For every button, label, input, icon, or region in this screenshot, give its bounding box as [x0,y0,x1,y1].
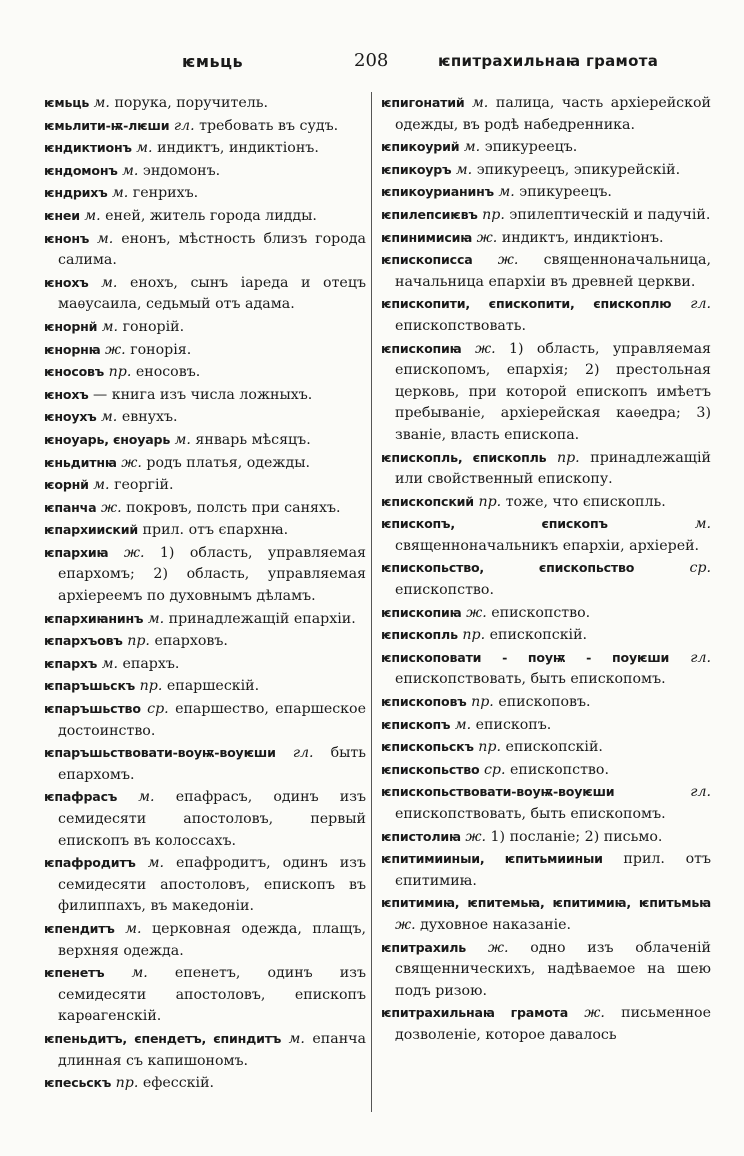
entry-headword: ѥпитимииныи, ѥпитьмииныи [381,851,603,867]
entry-definition: принадлежащій епархіи. [168,610,356,627]
entry-headword: ѥмьлити-ѭ-лѥши [44,117,170,133]
entry-headword: ѥпаръшьство [44,701,141,717]
entry-headword: ѥпископьскъ [381,739,474,755]
entry-headword: ѥпенетъ [44,965,105,981]
dictionary-entry [381,513,711,557]
entry-grammar: м. [498,184,515,201]
entry-headword: ѥорнй [44,477,89,493]
dictionary-entry [381,759,711,782]
entry-grammar: ср. [147,701,169,718]
entry-grammar: м. [463,139,481,156]
entry-definition: священноначальникъ епархіи, архіерей. [395,537,700,554]
entry-grammar: пр. [478,739,501,756]
entry-grammar: гл. [690,649,711,666]
dictionary-entry [381,691,711,714]
entry-headword: ѥпитимиꙗ, ѥпитемьꙗ, ѥпитимиꙗ, ѥпитьмьꙗ [381,895,711,911]
entry-grammar: пр. [462,627,486,644]
entry-definition: епископство. [491,604,591,621]
entry-headword: ѥпафрасъ [44,789,118,805]
entry-grammar: гл. [690,784,711,801]
dictionary-entry [44,228,366,272]
dictionary-entry [44,852,366,918]
entry-grammar: пр. [471,694,494,711]
entry-definition: генрихъ. [132,185,199,202]
entry-definition: епанча длинная съ капишономъ. [58,1030,367,1069]
entry-headword: ѥндомонъ [44,162,118,178]
entry-grammar: ж. [487,939,509,956]
entry-definition: гонорія. [130,341,192,358]
entry-definition: духовное наказаніе. [420,916,572,933]
entry-headword: ѥпинимисиꙗ [381,229,473,245]
entry-definition: палица, часть архіерейской одежды, въ родѣ набедренника. [395,95,711,133]
dictionary-entry [44,429,366,452]
dictionary-entry [44,1072,366,1095]
entry-headword: ѥпископский [381,493,474,509]
entry-headword: ѥпесьскъ [44,1075,112,1091]
entry-definition: письменное дозволеніе, которое давалось [395,1005,711,1043]
entry-definition: епаршескій. [166,678,260,695]
dictionary-entry [44,630,366,653]
entry-definition: епафрасъ, одинъ изъ семидесяти апостоловъ, первый епископъ въ колоссахъ. [58,789,366,849]
dictionary-entry [44,339,366,362]
entry-headword: ѥпитрахильнаꙗ грамота [381,1005,569,1021]
entry-definition: епископство. [510,761,609,778]
entry-grammar: м. [147,610,165,627]
entry-headword: ѥнонъ [44,230,90,246]
entry-definition: еней, житель города лидды. [105,207,317,224]
entry-headword: ѥнорнй [44,318,98,334]
entry-definition: эпилептическій и падучій. [509,206,711,223]
entry-headword: ѥпископиꙗ [381,340,462,356]
entry-grammar: м. [101,655,118,672]
entry-definition: георгій. [114,477,174,494]
entry-grammar: м. [101,409,118,426]
entry-definition: эпикуреецъ. [484,139,578,156]
entry-grammar: ж. [105,341,126,358]
entry-definition: прил. отъ єпархнꙗ. [142,522,289,539]
entry-headword: ѥпископовъ [381,694,467,710]
entry-definition: епаршество, епаршеское достоинство. [58,701,366,739]
dictionary-entry [44,406,366,429]
dictionary-entry [44,675,366,698]
dictionary-entry [44,918,366,962]
entry-grammar: м. [125,920,142,937]
entry-headword: ѥпископль [381,627,458,643]
entry-grammar: пр. [108,364,132,381]
dictionary-entry [44,497,366,520]
dictionary-entry [44,137,366,160]
right-column [381,92,711,1047]
dictionary-entry [381,647,711,691]
entry-grammar: м. [147,855,164,872]
entry-headword: ѥпеньдитъ, єпендетъ, єпиндитъ [44,1030,282,1046]
dictionary-entry [44,1028,366,1072]
dictionary-entry [381,937,711,1003]
entry-definition: тоже, что єпископль. [505,493,666,510]
entry-grammar: м. [174,431,191,448]
entry-grammar: гл. [173,117,195,134]
entry-headword: ѥпископити, єпископити, єпископлю [381,296,672,312]
entry-grammar: ж. [100,499,122,516]
dictionary-entry [44,653,366,676]
dictionary-entry [381,338,711,447]
entry-headword: ѥндрихъ [44,185,108,201]
entry-definition: принадлежащій или свойственный епископу. [395,449,711,488]
entry-definition: еносовъ. [135,364,201,381]
dictionary-entry [381,602,711,625]
entry-headword: ѥпистолиꙗ [381,828,461,844]
entry-definition: епископскій. [505,739,603,756]
entry-grammar: м. [122,162,139,179]
entry-grammar: пр. [139,678,163,695]
entry-headword: ѥнеи [44,207,80,223]
entry-headword: ѥнохъ [44,274,89,290]
entry-headword: ѥноуарь, єноуарь [44,431,171,447]
entry-grammar: пр. [478,493,502,510]
entry-headword: ѥпаръшьскъ [44,678,136,694]
dictionary-entry [381,736,711,759]
entry-definition: покровъ, полсть при саняхъ. [126,499,341,516]
dictionary-entry [381,159,711,182]
entry-definition: епископскій. [489,627,588,644]
entry-headword: ѥпархиꙗ [44,544,109,560]
entry-headword: ѥндиктионъ [44,140,132,156]
left-column [44,92,366,1095]
entry-headword: ѥпафродитъ [44,855,136,871]
entry-headword: ѥнорнꙗ [44,341,101,357]
entry-grammar: м. [112,185,129,202]
entry-grammar: м. [454,716,472,733]
entry-grammar: гл. [690,296,711,313]
entry-definition: енохъ, сынъ іареда и отецъ маѳусаила, седьмый отъ адама. [58,274,366,313]
entry-headword: ѥпископъ, єпископъ [381,516,608,532]
dictionary-entry [381,826,711,849]
entry-definition: требовать въ судъ. [199,117,339,134]
entry-definition: епафродитъ, одинъ изъ семидесяти апостоловъ, епископъ въ филиппахъ, въ македоніи. [58,855,367,915]
dictionary-entry [381,447,711,491]
entry-grammar: пр. [127,633,150,650]
dictionary-entry [44,452,366,475]
dictionary-entry [381,624,711,647]
entry-headword: ѥпархииский [44,522,139,538]
dictionary-entry [44,786,366,852]
dictionary-entry [381,781,711,825]
entry-definition: порука, поручитель. [114,95,268,111]
entry-headword: ѥпилепсиѥвъ [381,206,478,222]
entry-headword: ѥносовъ [44,364,105,380]
dictionary-entry [381,848,711,892]
entry-grammar: м. [101,274,118,291]
entry-definition: эпикуреецъ. [519,184,612,201]
entry-definition: священноначальница, начальница епархіи въ древней церкви. [395,252,712,290]
entry-grammar: м. [288,1030,305,1047]
dictionary-entry [44,361,366,384]
entry-definition: родъ платья, одежды. [146,454,311,471]
entry-grammar: м. [694,516,711,533]
entry-definition: епископствовать, быть епископомъ. [395,806,666,822]
running-head-left: ѥмьць [182,52,244,71]
entry-headword: ѥнохъ [44,386,89,402]
entry-grammar: ж. [395,916,416,933]
entry-headword: ѥпископиꙗ [381,604,462,620]
entry-headword: ѥпискописса [381,252,473,268]
entry-headword: ѥноухъ [44,409,97,425]
entry-definition: 1) область, управляемая епископомъ, епархія; 2) престольная церковь, при которой епископъ имѣетъ пребываніе, архіерейская каѳедра; 3) званіе, власть епископа. [395,340,711,443]
entry-grammar: м. [472,95,489,111]
entry-headword: ѥпископьство, єпископьство [381,560,635,576]
dictionary-entry [44,205,366,228]
entry-grammar: ср. [483,761,506,778]
dictionary-entry [381,227,711,250]
entry-grammar: м. [101,318,119,335]
entry-definition: епарховъ. [154,633,228,650]
dictionary-entry [381,92,711,136]
entry-grammar: м. [97,230,114,247]
entry-grammar: м. [93,477,110,494]
dictionary-entry [381,557,711,601]
dictionary-entry [44,92,366,115]
entry-headword: ѥмьць [44,95,90,110]
entry-headword: ѥпископьствовати-воуѭ-воуѥши [381,784,615,800]
entry-definition: евнухъ. [121,409,178,426]
dictionary-entry [381,136,711,159]
entry-headword: ѥпаръшьствовати-воуѭ-воуѥши [44,745,276,761]
entry-headword: ѥньдитнꙗ [44,454,117,470]
entry-definition: енонъ, мѣстность близъ города салима. [58,230,366,269]
dictionary-entry [381,892,711,936]
entry-definition: индиктъ, индиктіонъ. [501,229,664,246]
dictionary-entry [381,293,711,337]
column-divider [371,92,372,1112]
entry-definition: епископовъ. [498,694,591,711]
entry-definition: гонорій. [122,318,185,335]
dictionary-entry [381,491,711,514]
entry-headword: ѥпикоурий [381,139,460,155]
entry-grammar: м. [136,140,153,157]
entry-definition: индиктъ, индиктіонъ. [157,140,319,157]
entry-headword: ѥпендитъ [44,920,115,936]
entry-grammar: ж. [123,544,145,561]
entry-grammar: м. [455,161,473,178]
entry-definition: быть епархомъ. [58,745,367,783]
entry-definition: — книга изъ числа ложныхъ. [93,386,313,403]
entry-definition: эндомонъ. [142,162,221,179]
entry-headword: ѥпитрахиль [381,939,467,955]
entry-definition: епенетъ, одинъ изъ семидесяти апостоловъ, епископъ карѳагенскій. [58,965,366,1025]
entry-headword: ѥпархъовъ [44,633,123,649]
entry-headword: ѥпанча [44,499,97,515]
entry-headword: ѥпикоуръ [381,161,452,177]
entry-definition: эпикуреецъ, эпикурейскій. [476,161,681,178]
entry-grammar: ж. [465,828,486,845]
entry-definition: 1) область, управляемая епархомъ; 2) область, управляемая архіереемъ по духовнымъ дѣламъ. [58,544,366,605]
entry-headword: ѥпископьство [381,761,480,777]
entry-grammar: ср. [689,560,711,577]
dictionary-entry [44,742,366,786]
dictionary-entry [44,474,366,497]
entry-headword: ѥпископъ [381,716,451,732]
entry-grammar: ж. [466,604,487,621]
dictionary-entry [44,962,366,1028]
dictionary-entry [381,1002,711,1046]
dictionary-entry [44,384,366,407]
entry-grammar: пр. [556,449,580,466]
entry-headword: ѥпархиꙗнинъ [44,610,144,626]
entry-grammar: ж. [474,340,496,357]
entry-definition: ефесскій. [142,1075,215,1092]
entry-headword: ѥпархъ [44,655,98,671]
dictionary-entry [44,698,366,742]
dictionary-entry [44,519,366,542]
dictionary-entry [44,542,366,608]
entry-grammar: ж. [476,229,498,246]
dictionary-entry [44,608,366,631]
entry-definition: 1) посланіе; 2) письмо. [490,828,663,845]
dictionary-entry [381,181,711,204]
entry-grammar: м. [84,207,101,224]
page-header [0,52,744,80]
entry-definition: епархъ. [122,655,180,672]
entry-headword: ѥпигонатий [381,95,465,110]
entry-grammar: ж. [497,252,519,269]
dictionary-entry [44,115,366,138]
entry-grammar: пр. [482,206,505,223]
entry-definition: епископствовать, быть епископомъ. [395,671,666,688]
dictionary-entry [381,204,711,227]
running-head-right: ѥпитрахильнаꙗ грамота [438,52,659,70]
entry-grammar: м. [138,789,155,806]
entry-definition: церковная одежда, плащъ, верхняя одежда. [58,920,367,959]
entry-definition: январь мѣсяцъ. [195,431,311,448]
entry-headword: ѥпикоурианинъ [381,184,494,200]
entry-grammar: ж. [121,454,142,471]
entry-headword: ѥпископль, єпископль [381,449,547,465]
entry-definition: одно изъ облаченій священническихъ, надѣваемое на шею подъ ризою. [395,939,712,999]
dictionary-entry [44,160,366,183]
page-number: 208 [354,50,389,71]
entry-grammar: гл. [292,745,314,762]
entry-grammar: пр. [115,1075,139,1092]
entry-grammar: м. [131,965,148,982]
dictionary-entry [381,714,711,737]
entry-definition: епископствовать. [395,317,526,334]
dictionary-entry [44,182,366,205]
dictionary-entry [44,316,366,339]
dictionary-entry [44,272,366,316]
entry-definition: епископство. [395,582,494,599]
entry-headword: ѥпископовати - поуѭ - поуѥши [381,649,670,665]
dictionary-entry [381,249,711,293]
entry-grammar: ж. [584,1005,605,1022]
entry-definition: епископъ. [475,716,552,733]
entry-definition: прил. отъ єпитимиꙗ. [395,851,711,889]
entry-grammar: м. [93,95,110,111]
